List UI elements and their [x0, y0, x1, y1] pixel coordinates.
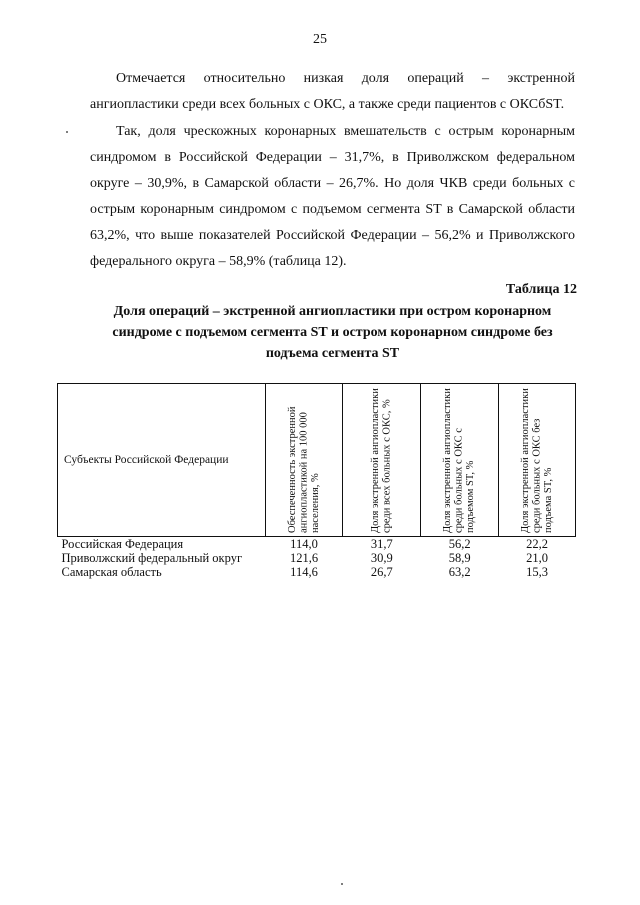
row-subject: Приволжский федеральный округ [61, 551, 243, 565]
cell-share-nstemi: 21,0 [526, 551, 548, 565]
header-share-stemi-text: Доля экстренной ангиопластики среди больных с ОКС с подъемом ST, % [442, 388, 477, 533]
cell-share-nstemi: 15,3 [526, 565, 548, 579]
paragraph-1 [90, 66, 575, 118]
header-share-stemi [421, 384, 499, 537]
header-provision [265, 384, 343, 537]
cell-provision: 114,6 [290, 565, 318, 579]
cell-provision: 114,0 [290, 537, 318, 551]
table-title: Доля операций – экстренной ангиопластики при остром коронарном синдроме с подъемом сегмента ST и остром коронарном синдроме без подъема сегмента ST [112, 304, 553, 361]
header-share-nstemi [499, 384, 576, 537]
paragraph-2-text: Так, доля чрескожных коронарных вмешательств с острым коронарным синдромом в Российской Федерации – 31,7%, в Приволжском федеральном округе – 30,9%, в Самарской области – 26,7%. Но доля ЧКВ среди больных с острым коронарным синдромом с подъемом сегмента ST в Самарской области 63,2%, что выше показателей Российской Федерации – 56,2% и Приволжского федерального округа – 58,9% (таблица 12). [90, 124, 575, 269]
page-number: 25 [313, 32, 327, 47]
cell-share-all-acs: 26,7 [370, 565, 393, 579]
row-subject: Российская Федерация [61, 537, 184, 551]
table-row [58, 537, 576, 552]
cell-share-stemi: 58,9 [448, 551, 471, 565]
header-share-nstemi-text: Доля экстренной ангиопластики среди больных с ОКС без подъема ST, % [519, 388, 554, 533]
table-row [58, 551, 576, 565]
cell-share-nstemi: 22,2 [526, 537, 548, 551]
scan-speck [341, 883, 343, 885]
table-header-row [58, 384, 576, 537]
table-row [58, 565, 576, 579]
paragraph-1-text: Отмечается относительно низкая доля операций – экстренной ангиопластики среди всех больных с ОКС, а также среди пациентов с ОКСбST. [90, 71, 575, 112]
header-share-all-acs-text: Доля экстренной ангиопластики среди всех больных с ОКС, % [370, 388, 393, 533]
data-table [57, 383, 576, 579]
row-subject: Самарская область [61, 565, 162, 579]
cell-share-stemi: 63,2 [448, 565, 471, 579]
table-label: Таблица 12 [505, 282, 577, 297]
header-provision-text: Обеспеченность экстренной ангиопластикой на 100 000 населения, % [286, 406, 321, 533]
scan-speck [66, 131, 68, 133]
header-share-all-acs [343, 384, 421, 537]
cell-share-stemi: 56,2 [448, 537, 471, 551]
cell-share-all-acs: 30,9 [370, 551, 393, 565]
paragraph-2 [90, 119, 575, 275]
cell-provision: 121,6 [289, 551, 319, 565]
cell-share-all-acs: 31,7 [370, 537, 393, 551]
header-subjects: Субъекты Российской Федерации [58, 384, 266, 537]
